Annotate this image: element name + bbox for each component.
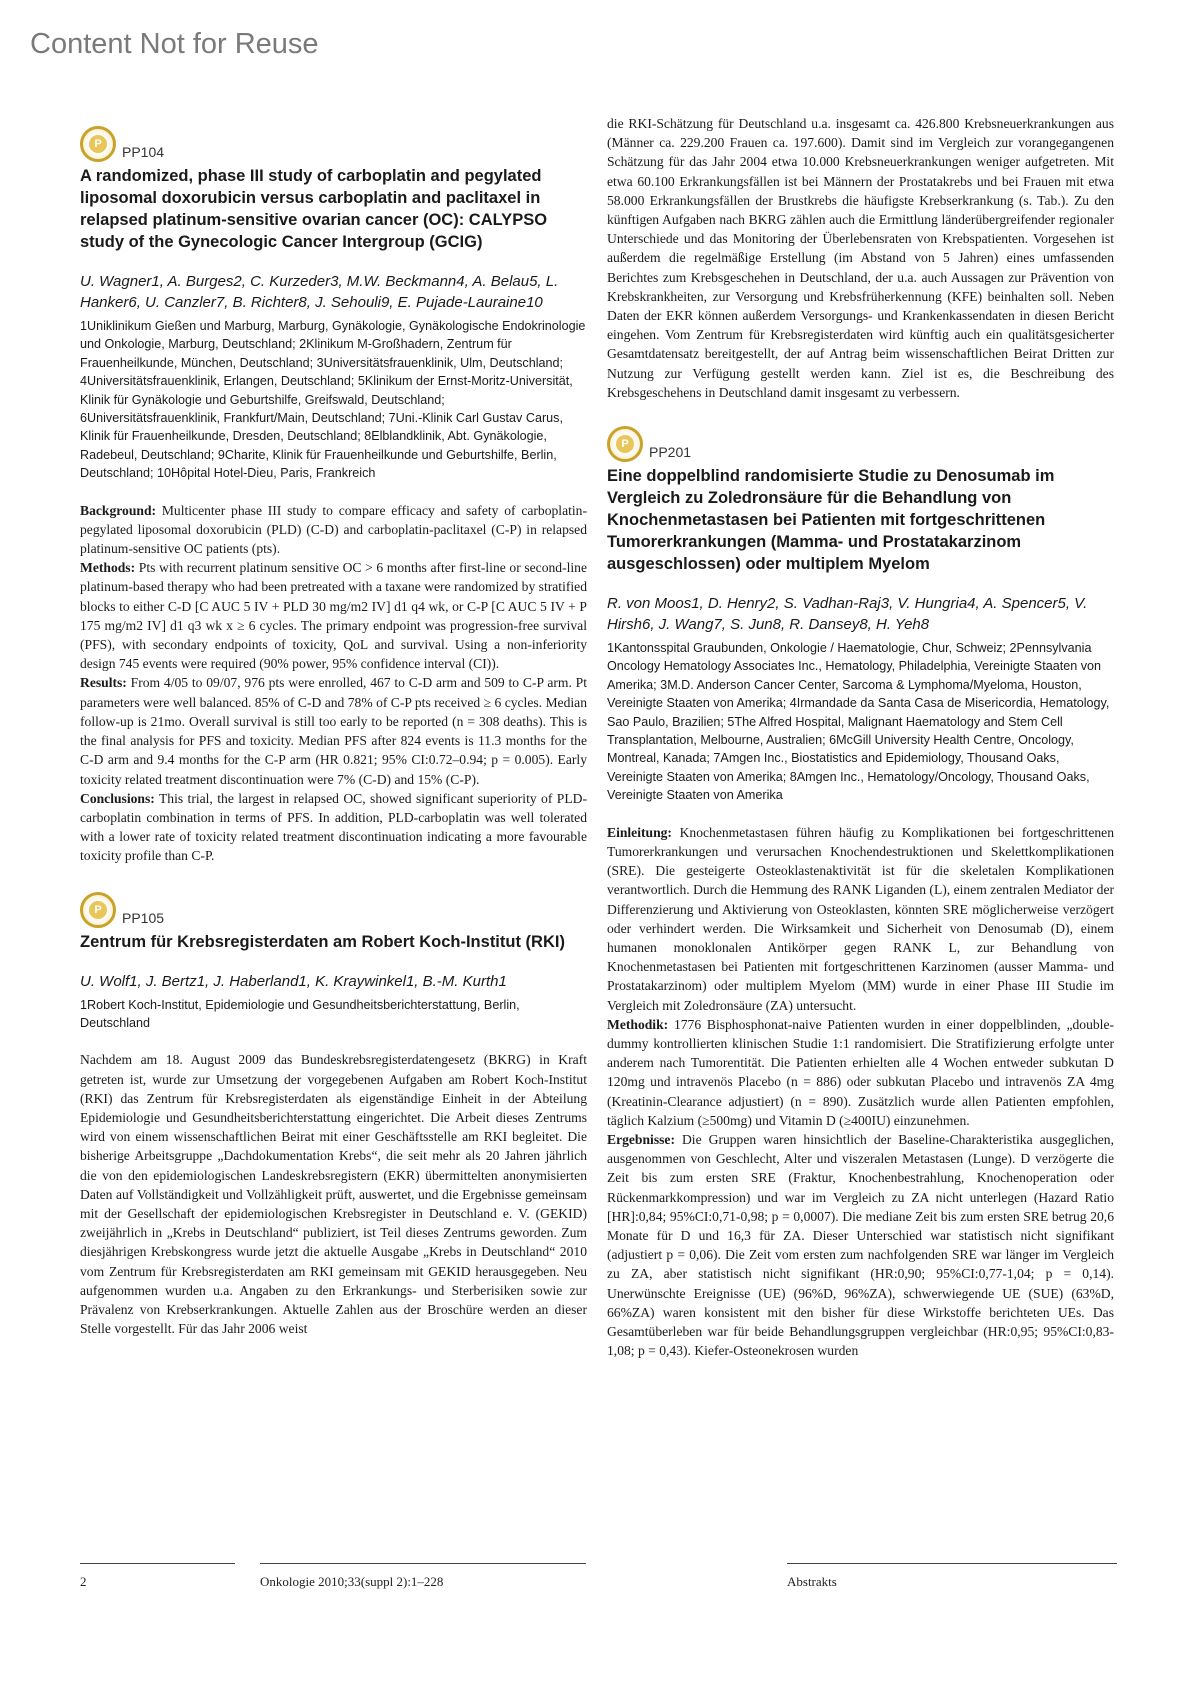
abstract-authors: R. von Moos1, D. Henry2, S. Vadhan-Raj3, V. Hungria4, A. Spencer5, V. Hirsh6, J. Wang7, S. Jun8, R. Dansey8, H. Yeh8 — [607, 595, 1088, 634]
abstract-pp201 — [607, 422, 1114, 1360]
abstract-code: PP201 — [649, 444, 692, 461]
abstract-header — [80, 122, 587, 162]
abstract-header — [80, 888, 587, 928]
results-text: Die Gruppen waren hinsichtlich der Baseline-Charakteristika ausgeglichen, ausgenommen von Geschlecht, Alter und viszeralen Metastasen (Lunge). D verzögerte die Zeit bis zum ersten SRE (Fraktur, Knochenbestrahlung, Knochenoperation oder Rückenmarkkompression) und war im Vergleich zu ZA nicht unterlegen (Hazard Ratio [HR]:0,84; 95%CI:0,71-0,98; p = 0,0007). Die mediane Zeit bis zum ersten SRE betrug 20,6 Monate für D und 16,3 für ZA. Dieser Unterschied war statistisch nicht signifikant (adjustiert p = 0,06). Die Zeit vom ersten zum nachfolgenden SRE war länger im Vergleich zu ZA, aber statistisch nicht signifikant (HR:0,90; 95%CI:0,77-1,04; p = 0,14). Unerwünschte Ereignisse (UE) (96%D, 96%ZA), schwerwiegende UE (SUE) (63%D, 66%ZA) waren konsistent mit den bisher für diese Wirkstoffe berichteten UEs. Das Gesamtüberleben war für beide Behandlungsgruppen vergleichbar (HR:0,95; 95%CI:0,83-1,08; p = 0,43). Kiefer-Osteonekrosen wurden — [607, 1131, 1114, 1359]
conclusions-text: This trial, the largest in relapsed OC, showed significant superiority of PLD-carboplatin combination in terms of PFS. In addition, PLD-carboplatin was well tolerated with a lower rate of toxicity related treatment discontinuation indicating a more favourable toxicity profile than C-P. — [80, 790, 588, 864]
left-column — [80, 122, 587, 1360]
footer-rule-right — [787, 1563, 1117, 1564]
intro-label: Einleitung: — [607, 824, 672, 840]
abstract-authors: U. Wagner1, A. Burges2, C. Kurzeder3, M.W. Beckmann4, A. Belau5, L. Hanker6, U. Canzler7, B. Richter8, J. Sehouli9, E. Pujade-Lauraine10 — [80, 273, 559, 311]
watermark-banner: Content Not for Reuse — [30, 28, 319, 60]
poster-badge-icon: P — [80, 126, 116, 162]
abstract-body: Nachdem am 18. August 2009 das Bundeskrebsregisterdatengesetz (BKRG) in Kraft getreten ist, wurde zur Umsetzung der vorgegebenen Aufgaben am Robert Koch-Institut (RKI) das Zentrum für Krebsregisterdaten als eigenständige Einheit in der Abteilung Epidemiologie und Gesundheitsberichterstattung eingerichtet. Die Arbeit dieses Zentrums wird von einem wissenschaftlichen Beirat mit einer Geschäftsstelle am RKI begleitet. Die bisherige Arbeitsgruppe „Dachdokumentation Krebs“, die seit mehr als 20 Jahren jährlich die von den epidemiologischen Landeskrebsregistern (EKR) übermittelten anonymisierten Daten auf Vollständigkeit und Vollzähligkeit prüft, auswertet, und die Ergebnisse gemeinsam mit der Gesellschaft der epidemiologischen Krebsregister in Deutschland e. V. (GEKID) zweijährlich in „Krebs in Deutschland“ publiziert, ist Teil dieses Zentrums geworden. Zum diesjährigen Krebskongress wurde jetzt die aktuelle Ausgabe „Krebs in Deutschland“ 2010 vom Zentrum für Krebsregisterdaten am RKI gemeinsam mit GEKID herausgegeben. Neu aufgenommen wurden u.a. Angaben zu den Erkrankungs- und Sterberisiken sowie zur Prävalenz von Krebserkrankungen. Aktuelle Zahlen aus der Broschüre werden an dieser Stelle vorgestellt. Für das Jahr 2006 weist — [80, 1052, 587, 1337]
abstract-pp105 — [80, 888, 587, 1339]
abstract-code: PP105 — [122, 909, 165, 926]
abstract-header — [607, 422, 1114, 462]
intro-text: Knochenmetastasen führen häufig zu Komplikationen bei fortgeschrittenen Tumorerkrankungen und verursachen Knochendestruktionen und Skelettkomplikationen (SRE). Die gesteigerte Osteoklastenaktivität ist für die skeletalen Komplikationen verantwortlich. Durch die Hemmung des RANK Liganden (L), einem zentralen Mediator der Differenzierung und Aktivierung von Osteoklasten, könnten SRE möglicherweise verzögert oder verhindert werden. Die Wirksamkeit und Sicherheit von Denosumab (D), einem humanen monoklonalen Antikörper gegen RANK L, zur Behandlung von Knochenmetastasen bei Patienten mit fortgeschrittenen Karzinomen (ausser Mamma- und Prostatakarzinom) oder multiplem Myelom (MM) wurde in einer Phase III Studie im Vergleich mit Zoledronsäure (ZA) untersucht. — [607, 824, 1114, 1013]
abstract-title: Eine doppelblind randomisierte Studie zu Denosumab im Vergleich zu Zoledronsäure für die Behandlung von Knochenmetastasen bei Patienten mit fortgeschrittenen Tumorerkrankungen (Mamma- und Prostatakarzinom ausgeschlossen) oder multiplem Myelom — [607, 467, 1055, 574]
methods-text: Pts with recurrent platinum sensitive OC > 6 months after first-line or second-line platinum-based therapy who had been pretreated with a taxane were randomized by stratified blocks to either C-D [C AUC 5 IV + PLD 30 mg/m2 IV] d1 q4 wk, or C-P [C AUC 5 IV + P 175 mg/m2 IV] d1 q3 wk x ≥ 6 cycles. The primary endpoint was progression-free survival (PFS), with secondary endpoints of toxicity, QoL and survival. Using a non-inferiority design 745 events were required (90% power, 95% confidence interval (CI)). — [80, 560, 587, 672]
conclusions-label: Conclusions: — [80, 790, 155, 806]
right-column — [607, 114, 1114, 1382]
abstract-title: A randomized, phase III study of carboplatin and pegylated liposomal doxorubicin versus carboplatin and paclitaxel in relapsed platinum-sensitive ovarian cancer (OC): CALYPSO study of the Gynecologic Cancer Intergroup (GCIG) — [80, 167, 548, 251]
abstract-title: Zentrum für Krebsregisterdaten am Robert Koch-Institut (RKI) — [80, 932, 565, 951]
abstract-pp104 — [80, 122, 587, 866]
abstract-body-continued: die RKI-Schätzung für Deutschland u.a. insgesamt ca. 426.800 Krebsneuerkrankungen aus (Männer ca. 229.200 Frauen ca. 197.600). Damit sind im Vergleich zur vorangegangenen Schätzung für das Jahr 2004 etwa 10.000 Krebsneuerkrankungen weniger aufgetreten. Mit etwa 60.100 Erkrankungsfällen ist bei Männern der Prostatakrebs und bei Frauen mit etwa 58.000 Erkrankungsfällen der Brustkrebs die häufigste Krebserkrankung (s. Tab.). Zu den künftigen Aufgaben nach BKRG zählen auch die Ermittlung länderübergreifender regionaler Unterschiede und das Monitoring der Überlebensraten von Krebspatienten. Vorgesehen ist außerdem die regelmäßige Erstellung (im Abstand von 5 Jahren) eines umfassenden Berichtes zum Krebsgeschehen in Deutschland, der u.a. auch Aussagen zur Prävention von Krebskrankheiten, zur Versorgung und Krebsfrüherkennung (KFE) beinhalten soll. Neben Daten der EKR können außerdem Versorgungs- und Krankenkassendaten in diesen Bericht eingehen. Vom Zentrum für Krebsregisterdaten wird künftig auch ein qualitätsgesicherter Gesamtdatensatz bereitgestellt, der auf Antrag beim wissenschaftlichen Beirat Dritten zur Nutzung zur Verfügung gestellt werden kann. Ziel ist es, die Beschreibung des Krebsgeschehens in Deutschland damit insgesamt zu verbessern. — [607, 116, 1114, 400]
background-label: Background: — [80, 502, 157, 518]
abstract-affiliations: 1Kantonsspital Graubunden, Onkologie / Haematologie, Chur, Schweiz; 2Pennsylvania Oncology Hematology Associates Inc., Hematology, Philadelphia, Vereinigte Staaten von Amerika; 3M.D. Anderson Cancer Center, Sarcoma & Lymphoma/Myeloma, Houston, Vereinigte Staaten von Amerika; 4Irmandade da Santa Casa de Misericordia, Hematology, Sao Paulo, Brazilien; 5The Alfred Hospital, Malignant Haematology and Stem Cell Transplantation, Melbourne, Australien; 6McGill University Health Centre, Oncology, Montreal, Kanada; 7Amgen Inc., Biostatistics and Epidemiology, Thousand Oaks, Vereinigte Staaten von Amerika; 8Amgen Inc., Hematology/Oncology, Thousand Oaks, Vereinigte Staaten von Amerika — [607, 641, 1110, 803]
methods-label: Methods: — [80, 560, 136, 576]
abstract-body — [80, 501, 587, 866]
abstract-affiliations: 1Uniklinikum Gießen und Marburg, Marburg, Gynäkologie, Gynäkologische Endokrinologie und Onkologie, Marburg, Deutschland; 2Klinikum M-Großhadern, Zentrum für Frauenheilkunde, München, Deutschland; 3Universitätsfrauenklinik, Ulm, Deutschland; 4Universitätsfrauenklinik, Erlangen, Deutschland; 5Klinikum der Ernst-Moritz-Universität, Klinik für Gynäkologie und Geburtshilfe, Greifswald, Deutschland; 6Universitätsfrauenklinik, Frankfurt/Main, Deutschland; 7Uni.-Klinik Carl Gustav Carus, Klinik für Frauenheilkunde, Dresden, Deutschland; 8Elblandklinik, Abt. Gynäkologie, Radebeul, Deutschland; 9Charite, Klinik für Frauenheilkunde und Geburtshilfe, Berlin, Deutschland; 10Hôpital Hotel-Dieu, Paris, Frankreich — [80, 319, 586, 481]
results-label: Ergebnisse: — [607, 1131, 675, 1147]
abstract-authors: U. Wolf1, J. Bertz1, J. Haberland1, K. Kraywinkel1, B.-M. Kurth1 — [80, 972, 507, 990]
poster-badge-icon: P — [607, 426, 643, 462]
poster-badge-icon: P — [80, 892, 116, 928]
footer-rule-middle — [260, 1563, 586, 1564]
results-label: Results: — [80, 675, 127, 691]
footer-rule-left — [80, 1563, 235, 1564]
journal-citation: Onkologie 2010;33(suppl 2):1–228 — [260, 1574, 444, 1589]
results-text: From 4/05 to 09/07, 976 pts were enrolled, 467 to C-D arm and 509 to C-P arm. Pt parameters were well balanced. 85% of C-D and 78% of C-P pts received ≥ 6 cycles. Median follow-up is 21mo. Overall survival is still too early to be reported (n = 308 deaths). This is the final analysis for PFS and toxicity. Median PFS after 824 events is 11.3 months for the C-D arm and 9.4 months for the C-P arm (HR 0.821; 95% CI:0.72–0.94; p = 0.005). Early toxicity related treatment discontinuation were 7% (C-D) and 15% (C-P). — [80, 675, 587, 787]
abstract-affiliations: 1Robert Koch-Institut, Epidemiologie und Gesundheitsberichterstattung, Berlin, Deutschland — [80, 997, 520, 1030]
method-label: Methodik: — [607, 1016, 669, 1032]
method-text: 1776 Bisphosphonat-naive Patienten wurden in einer doppelblinden, „double-dummy kontrollierten klinischen Studie 1:1 randomisiert. Die Stratifizierung erfolgte unter anderem nach Tumorentität. Die Patienten erhielten alle 4 Wochen entweder subkutan D 120mg und intravenös Placebo (n = 886) oder subkutan Placebo und intravenös ZA 4mg (Kreatinin-Clearance adjustiert) (n = 890). Zusätzlich wurde allen Patienten empfohlen, täglich Kalzium (≥500mg) und Vitamin D (≥400IU) einzunehmen. — [607, 1016, 1115, 1128]
page-number: 2 — [80, 1574, 87, 1589]
abstract-code: PP104 — [122, 144, 165, 160]
abstract-body — [607, 823, 1114, 1361]
section-label: Abstrakts — [787, 1574, 837, 1589]
background-text: Multicenter phase III study to compare efficacy and safety of carboplatin-pegylated liposomal doxorubicin (PLD) (C-D) and carboplatin-paclitaxel (C-P) in relapsed platinum-sensitive OC patients (pts). — [80, 502, 587, 557]
